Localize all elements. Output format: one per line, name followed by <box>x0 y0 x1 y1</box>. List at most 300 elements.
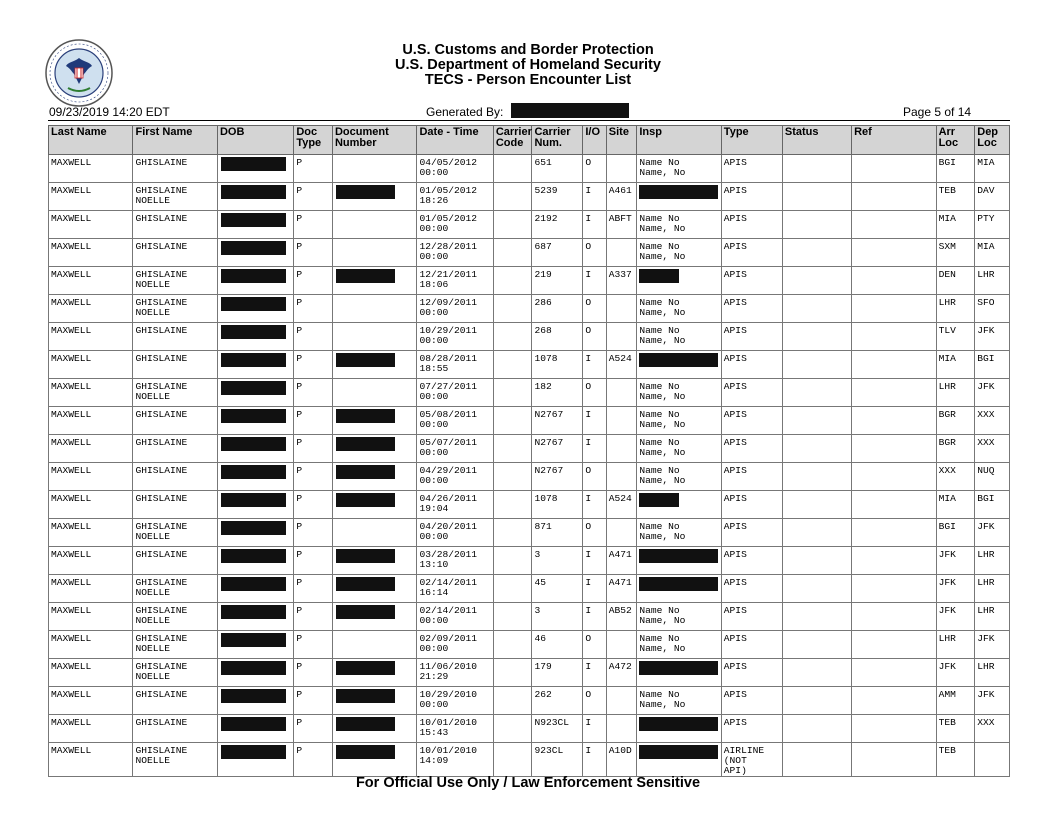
cell-carrier-code <box>493 575 532 603</box>
cell-type: APIS <box>721 603 782 631</box>
redaction-block <box>221 213 286 227</box>
col-first-name: First Name <box>133 126 217 155</box>
cell-status <box>782 267 851 295</box>
table-row <box>49 407 1010 435</box>
cell-type: APIS <box>721 211 782 239</box>
cell-document-number <box>332 435 416 463</box>
cell-dob <box>217 379 293 407</box>
cell-arr-loc: MIA <box>936 211 975 239</box>
generated-by-label: Generated By: <box>426 105 504 119</box>
cell-last-name: MAXWELL <box>49 491 133 519</box>
cell-carrier-code <box>493 379 532 407</box>
table-row <box>49 687 1010 715</box>
table-row <box>49 463 1010 491</box>
cell-status <box>782 659 851 687</box>
cell-dep-loc: MIA <box>975 239 1010 267</box>
cell-ref <box>852 631 936 659</box>
cell-insp: Name No Name, No <box>637 519 721 547</box>
cell-type: APIS <box>721 435 782 463</box>
cell-first-name: GHISLAINE NOELLE <box>133 659 217 687</box>
redaction-block <box>221 437 286 451</box>
cell-date-time: 04/05/2012 00:00 <box>417 155 493 183</box>
cell-arr-loc: JFK <box>936 659 975 687</box>
cell-document-number <box>332 155 416 183</box>
cell-io: I <box>583 351 606 379</box>
cell-dob <box>217 631 293 659</box>
cell-ref <box>852 603 936 631</box>
cell-status <box>782 463 851 491</box>
cell-document-number <box>332 407 416 435</box>
cell-site <box>606 407 637 435</box>
cell-status <box>782 211 851 239</box>
cell-site <box>606 463 637 491</box>
cell-site: A524 <box>606 491 637 519</box>
cell-last-name: MAXWELL <box>49 519 133 547</box>
redaction-block <box>221 661 286 675</box>
cell-carrier-num: N2767 <box>532 435 583 463</box>
cell-document-number <box>332 715 416 743</box>
cell-document-number <box>332 463 416 491</box>
cell-status <box>782 435 851 463</box>
cell-ref <box>852 295 936 323</box>
cell-status <box>782 295 851 323</box>
cell-dob <box>217 323 293 351</box>
cell-document-number <box>332 491 416 519</box>
cell-first-name: GHISLAINE NOELLE <box>133 183 217 211</box>
cell-last-name: MAXWELL <box>49 155 133 183</box>
cell-arr-loc: LHR <box>936 379 975 407</box>
redaction-block <box>336 437 395 451</box>
cell-carrier-num: N2767 <box>532 407 583 435</box>
cell-carrier-num: 262 <box>532 687 583 715</box>
cell-type: APIS <box>721 519 782 547</box>
table-row <box>49 351 1010 379</box>
cell-document-number <box>332 211 416 239</box>
cell-carrier-code <box>493 631 532 659</box>
cell-document-number <box>332 743 416 777</box>
cell-insp: Name No Name, No <box>637 323 721 351</box>
page-number: Page 5 of 14 <box>903 105 972 119</box>
cell-dep-loc: NUQ <box>975 463 1010 491</box>
cell-arr-loc: BGR <box>936 435 975 463</box>
redaction-block <box>336 717 395 731</box>
cell-date-time: 12/28/2011 00:00 <box>417 239 493 267</box>
cell-insp <box>637 715 721 743</box>
cell-ref <box>852 715 936 743</box>
table-row <box>49 715 1010 743</box>
cell-arr-loc: MIA <box>936 351 975 379</box>
cell-doc-type: P <box>294 351 333 379</box>
cell-site <box>606 519 637 547</box>
cell-status <box>782 603 851 631</box>
cell-doc-type: P <box>294 687 333 715</box>
table-row <box>49 183 1010 211</box>
cell-first-name: GHISLAINE NOELLE <box>133 519 217 547</box>
cell-carrier-code <box>493 687 532 715</box>
table-row <box>49 519 1010 547</box>
cell-carrier-num: 182 <box>532 379 583 407</box>
cell-dep-loc: LHR <box>975 547 1010 575</box>
cell-status <box>782 407 851 435</box>
cell-type: APIS <box>721 239 782 267</box>
cell-doc-type: P <box>294 379 333 407</box>
cell-doc-type: P <box>294 183 333 211</box>
cell-doc-type: P <box>294 239 333 267</box>
cell-document-number <box>332 631 416 659</box>
redaction-block <box>639 493 679 507</box>
cell-status <box>782 687 851 715</box>
table-header-row <box>49 126 1010 155</box>
col-ref: Ref <box>852 126 936 155</box>
header-report-title: TECS - Person Encounter List <box>424 72 632 88</box>
cell-carrier-code <box>493 519 532 547</box>
cell-first-name: GHISLAINE NOELLE <box>133 631 217 659</box>
cell-arr-loc: TEB <box>936 743 975 777</box>
col-type: Type <box>721 126 782 155</box>
cell-dob <box>217 743 293 777</box>
table-row <box>49 743 1010 777</box>
cell-insp <box>637 575 721 603</box>
cell-insp <box>637 267 721 295</box>
cell-site <box>606 435 637 463</box>
cell-site: A472 <box>606 659 637 687</box>
cell-date-time: 10/29/2010 00:00 <box>417 687 493 715</box>
cell-first-name: GHISLAINE <box>133 351 217 379</box>
cell-status <box>782 155 851 183</box>
redaction-block <box>336 549 395 563</box>
col-carrier-num: Carrier Num. <box>532 126 583 155</box>
cell-dob <box>217 435 293 463</box>
cell-io: O <box>583 687 606 715</box>
cell-date-time: 04/20/2011 00:00 <box>417 519 493 547</box>
cell-type: APIS <box>721 323 782 351</box>
cell-insp: Name No Name, No <box>637 407 721 435</box>
cell-insp: Name No Name, No <box>637 239 721 267</box>
cell-last-name: MAXWELL <box>49 631 133 659</box>
cell-dep-loc: XXX <box>975 715 1010 743</box>
redaction-block <box>336 185 395 199</box>
cell-arr-loc: SXM <box>936 239 975 267</box>
cell-dob <box>217 687 293 715</box>
redaction-block <box>221 241 286 255</box>
cell-arr-loc: TEB <box>936 183 975 211</box>
cell-arr-loc: XXX <box>936 463 975 491</box>
cell-doc-type: P <box>294 631 333 659</box>
cell-type: APIS <box>721 267 782 295</box>
redaction-block <box>336 409 395 423</box>
cell-io: I <box>583 743 606 777</box>
cell-carrier-code <box>493 239 532 267</box>
cell-io: I <box>583 603 606 631</box>
cell-dep-loc: SFO <box>975 295 1010 323</box>
table-row <box>49 631 1010 659</box>
cell-last-name: MAXWELL <box>49 715 133 743</box>
cell-carrier-code <box>493 183 532 211</box>
cell-doc-type: P <box>294 155 333 183</box>
cell-carrier-code <box>493 659 532 687</box>
table-row <box>49 435 1010 463</box>
cell-io: I <box>583 659 606 687</box>
cell-status <box>782 239 851 267</box>
cell-insp: Name No Name, No <box>637 687 721 715</box>
redaction-block <box>221 717 286 731</box>
cell-first-name: GHISLAINE <box>133 715 217 743</box>
redaction-block <box>336 661 395 675</box>
cell-status <box>782 351 851 379</box>
cell-document-number <box>332 239 416 267</box>
cell-carrier-code <box>493 323 532 351</box>
cell-status <box>782 519 851 547</box>
cell-date-time: 02/09/2011 00:00 <box>417 631 493 659</box>
cell-date-time: 10/01/2010 14:09 <box>417 743 493 777</box>
cell-site: A10D <box>606 743 637 777</box>
redaction-block <box>221 605 286 619</box>
cell-carrier-num: 2192 <box>532 211 583 239</box>
cell-carrier-code <box>493 743 532 777</box>
cell-doc-type: P <box>294 743 333 777</box>
cell-dob <box>217 267 293 295</box>
cell-arr-loc: BGI <box>936 519 975 547</box>
cell-site <box>606 155 637 183</box>
cell-carrier-code <box>493 407 532 435</box>
cell-dob <box>217 519 293 547</box>
cell-insp: Name No Name, No <box>637 379 721 407</box>
cell-insp <box>637 547 721 575</box>
cell-carrier-code <box>493 463 532 491</box>
cell-first-name: GHISLAINE <box>133 155 217 183</box>
cell-doc-type: P <box>294 603 333 631</box>
cell-io: O <box>583 463 606 491</box>
cell-insp <box>637 351 721 379</box>
cell-ref <box>852 379 936 407</box>
cell-type: APIS <box>721 379 782 407</box>
redaction-block <box>221 297 286 311</box>
cell-status <box>782 547 851 575</box>
cell-document-number <box>332 267 416 295</box>
col-io: I/O <box>583 126 606 155</box>
cell-document-number <box>332 379 416 407</box>
header-rule <box>48 120 1010 121</box>
cell-site: A337 <box>606 267 637 295</box>
redaction-block <box>336 745 395 759</box>
redaction-block <box>221 157 286 171</box>
cell-status <box>782 323 851 351</box>
cell-date-time: 02/14/2011 16:14 <box>417 575 493 603</box>
cell-carrier-num: 286 <box>532 295 583 323</box>
cell-carrier-num: 219 <box>532 267 583 295</box>
col-last-name: Last Name <box>49 126 133 155</box>
redaction-block <box>336 269 395 283</box>
cell-first-name: GHISLAINE <box>133 687 217 715</box>
cell-insp <box>637 743 721 777</box>
cell-dep-loc: BGI <box>975 491 1010 519</box>
cell-document-number <box>332 351 416 379</box>
cell-dob <box>217 407 293 435</box>
cell-carrier-code <box>493 267 532 295</box>
cell-doc-type: P <box>294 659 333 687</box>
cell-document-number <box>332 547 416 575</box>
redaction-block <box>221 577 286 591</box>
cell-type: APIS <box>721 155 782 183</box>
col-date-time: Date - Time <box>417 126 493 155</box>
cell-first-name: GHISLAINE NOELLE <box>133 743 217 777</box>
cell-dep-loc: PTY <box>975 211 1010 239</box>
encounter-table <box>48 125 1010 777</box>
cell-insp: Name No Name, No <box>637 631 721 659</box>
cell-ref <box>852 183 936 211</box>
cell-doc-type: P <box>294 323 333 351</box>
cell-site <box>606 323 637 351</box>
table-row <box>49 659 1010 687</box>
cell-last-name: MAXWELL <box>49 211 133 239</box>
cell-carrier-num: 651 <box>532 155 583 183</box>
cell-arr-loc: LHR <box>936 295 975 323</box>
cell-last-name: MAXWELL <box>49 267 133 295</box>
cell-first-name: GHISLAINE NOELLE <box>133 379 217 407</box>
cell-carrier-num: 45 <box>532 575 583 603</box>
header-agency: U.S. Customs and Border Protection <box>402 42 654 58</box>
cell-ref <box>852 267 936 295</box>
cell-type: AIRLINE (NOT API) <box>721 743 782 777</box>
cell-type: APIS <box>721 183 782 211</box>
cell-type: APIS <box>721 351 782 379</box>
cell-type: APIS <box>721 631 782 659</box>
col-site: Site <box>606 126 637 155</box>
cell-dep-loc: LHR <box>975 659 1010 687</box>
cell-dob <box>217 155 293 183</box>
cell-arr-loc: JFK <box>936 575 975 603</box>
cell-date-time: 07/27/2011 00:00 <box>417 379 493 407</box>
cell-ref <box>852 407 936 435</box>
cell-date-time: 11/06/2010 21:29 <box>417 659 493 687</box>
table-row <box>49 491 1010 519</box>
table-row <box>49 379 1010 407</box>
cell-dob <box>217 659 293 687</box>
cell-ref <box>852 519 936 547</box>
cell-carrier-code <box>493 715 532 743</box>
cell-type: APIS <box>721 295 782 323</box>
cell-date-time: 10/01/2010 15:43 <box>417 715 493 743</box>
redaction-block <box>221 353 286 367</box>
cell-type: APIS <box>721 575 782 603</box>
redaction-block <box>221 465 286 479</box>
cell-dob <box>217 351 293 379</box>
cell-dob <box>217 491 293 519</box>
cell-carrier-num: 871 <box>532 519 583 547</box>
cell-dep-loc: LHR <box>975 267 1010 295</box>
cell-status <box>782 715 851 743</box>
redaction-block <box>221 549 286 563</box>
cell-document-number <box>332 323 416 351</box>
cell-dob <box>217 575 293 603</box>
table-row <box>49 267 1010 295</box>
cell-carrier-code <box>493 155 532 183</box>
cell-arr-loc: JFK <box>936 603 975 631</box>
redaction-block <box>221 689 286 703</box>
cell-arr-loc: MIA <box>936 491 975 519</box>
cell-io: O <box>583 631 606 659</box>
cell-date-time: 01/05/2012 00:00 <box>417 211 493 239</box>
table-row <box>49 211 1010 239</box>
cell-date-time: 03/28/2011 13:10 <box>417 547 493 575</box>
cell-type: APIS <box>721 407 782 435</box>
cell-last-name: MAXWELL <box>49 575 133 603</box>
cell-date-time: 05/08/2011 00:00 <box>417 407 493 435</box>
cell-carrier-num: 1078 <box>532 491 583 519</box>
cell-site <box>606 631 637 659</box>
redaction-block <box>221 633 286 647</box>
cell-date-time: 08/28/2011 18:55 <box>417 351 493 379</box>
cell-io: O <box>583 155 606 183</box>
cell-arr-loc: BGI <box>936 155 975 183</box>
cell-first-name: GHISLAINE <box>133 463 217 491</box>
cell-last-name: MAXWELL <box>49 743 133 777</box>
cell-status <box>782 575 851 603</box>
cell-status <box>782 379 851 407</box>
cell-arr-loc: LHR <box>936 631 975 659</box>
cell-dep-loc <box>975 743 1010 777</box>
cell-first-name: GHISLAINE NOELLE <box>133 575 217 603</box>
cell-carrier-code <box>493 491 532 519</box>
cell-doc-type: P <box>294 575 333 603</box>
redaction-block <box>639 549 718 563</box>
cell-last-name: MAXWELL <box>49 295 133 323</box>
col-arr-loc: Arr Loc <box>936 126 975 155</box>
redaction-block <box>221 381 286 395</box>
cell-dep-loc: JFK <box>975 323 1010 351</box>
cell-io: O <box>583 239 606 267</box>
cell-io: I <box>583 407 606 435</box>
cell-document-number <box>332 183 416 211</box>
cell-status <box>782 491 851 519</box>
cell-doc-type: P <box>294 463 333 491</box>
cell-dob <box>217 183 293 211</box>
cell-arr-loc: TEB <box>936 715 975 743</box>
cell-arr-loc: JFK <box>936 547 975 575</box>
redaction-block <box>221 745 286 759</box>
cell-date-time: 04/29/2011 00:00 <box>417 463 493 491</box>
redaction-block <box>639 661 718 675</box>
cell-doc-type: P <box>294 295 333 323</box>
cell-type: APIS <box>721 491 782 519</box>
cell-date-time: 12/21/2011 18:06 <box>417 267 493 295</box>
cell-io: I <box>583 491 606 519</box>
table-row <box>49 547 1010 575</box>
redaction-block <box>221 269 286 283</box>
cell-dep-loc: XXX <box>975 407 1010 435</box>
cell-ref <box>852 239 936 267</box>
cell-site: AB52 <box>606 603 637 631</box>
cell-ref <box>852 351 936 379</box>
table-row <box>49 323 1010 351</box>
classification-footer: For Official Use Only / Law Enforcement Sensitive <box>355 775 701 791</box>
cell-ref <box>852 547 936 575</box>
cell-dob <box>217 715 293 743</box>
cell-dep-loc: BGI <box>975 351 1010 379</box>
col-dep-loc: Dep Loc <box>975 126 1010 155</box>
cell-carrier-code <box>493 435 532 463</box>
cell-date-time: 04/26/2011 19:04 <box>417 491 493 519</box>
cell-dep-loc: JFK <box>975 631 1010 659</box>
cell-document-number <box>332 659 416 687</box>
cell-ref <box>852 687 936 715</box>
cell-dob <box>217 463 293 491</box>
cell-carrier-code <box>493 351 532 379</box>
cell-dep-loc: LHR <box>975 575 1010 603</box>
cell-io: I <box>583 575 606 603</box>
cell-last-name: MAXWELL <box>49 323 133 351</box>
cell-type: APIS <box>721 547 782 575</box>
